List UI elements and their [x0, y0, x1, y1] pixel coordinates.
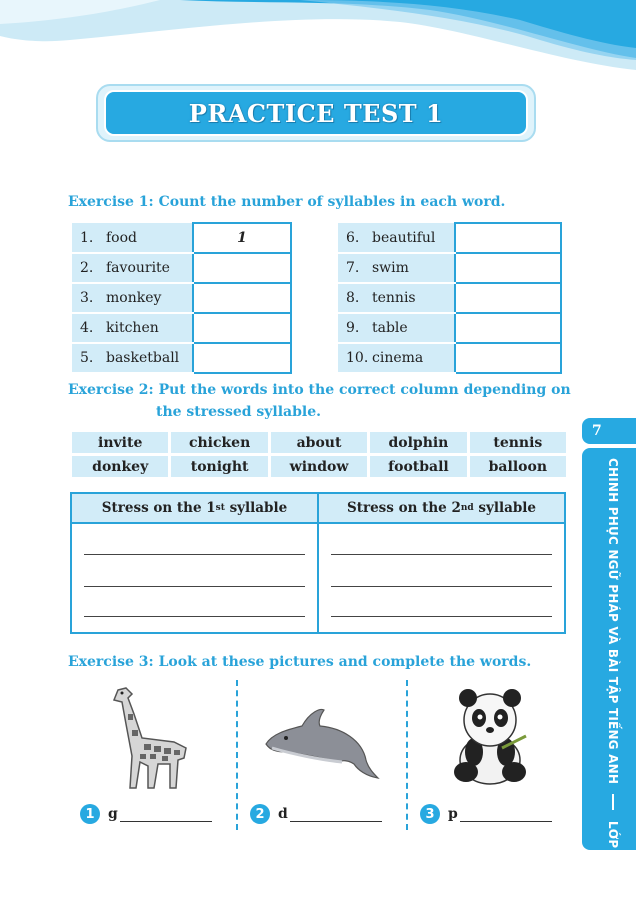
- header-text: syllable: [473, 500, 536, 516]
- item-word: basketball: [106, 350, 180, 366]
- column-header-second-syllable: [319, 494, 564, 522]
- header-text: Stress on the 1: [101, 500, 216, 516]
- table-row: [338, 343, 561, 373]
- exercise-2-heading: Exercise 2: Put the words into the correct column depending on: [68, 382, 571, 398]
- table-row: [72, 283, 291, 313]
- item-number: 8.: [346, 290, 360, 306]
- number-badge: 1: [80, 804, 100, 824]
- item-word: food: [106, 229, 138, 246]
- item-word: monkey: [106, 290, 162, 306]
- stress-table: [70, 492, 566, 634]
- second-syllable-column: [319, 524, 564, 634]
- exercise-1-table-right: [338, 222, 562, 374]
- writing-line[interactable]: [331, 554, 552, 555]
- item-number: 7.: [346, 260, 360, 276]
- answer-blank[interactable]: [460, 807, 552, 822]
- word-bank: [72, 432, 566, 480]
- ordinal-suffix: st: [215, 503, 225, 513]
- word-chip: dolphin: [370, 432, 466, 453]
- answer-box[interactable]: [455, 343, 561, 373]
- dashed-divider: [236, 680, 238, 830]
- panda-icon: [444, 686, 536, 788]
- writing-line[interactable]: [331, 616, 552, 617]
- exercise-1-heading: Exercise 1: Count the number of syllables in each word.: [68, 194, 506, 210]
- writing-line[interactable]: [331, 586, 552, 587]
- item-number: 10.: [346, 350, 369, 366]
- number-badge: 2: [250, 804, 270, 824]
- word-chip: donkey: [72, 456, 168, 477]
- header-wave-decoration: [0, 0, 636, 80]
- answer-blank[interactable]: [290, 807, 382, 822]
- answer-item-1: [80, 804, 212, 824]
- writing-line[interactable]: [84, 586, 305, 587]
- item-number: 1.: [80, 229, 94, 246]
- word-chip: invite: [72, 432, 168, 453]
- word-chip: football: [370, 456, 466, 477]
- dolphin-icon: [262, 704, 382, 784]
- exercise-2-heading-line2: the stressed syllable.: [156, 404, 322, 420]
- side-separator: [612, 794, 614, 810]
- column-header-first-syllable: [72, 494, 319, 522]
- word-chip: balloon: [470, 456, 566, 477]
- word-chip: chicken: [171, 432, 267, 453]
- answer-box[interactable]: [193, 283, 291, 313]
- writing-line[interactable]: [84, 616, 305, 617]
- exercise-3-heading: Exercise 3: Look at these pictures and complete the words.: [68, 654, 532, 670]
- stress-table-header: [72, 494, 564, 524]
- page-title: PRACTICE TEST 1: [188, 98, 444, 128]
- writing-line[interactable]: [84, 554, 305, 555]
- dashed-divider: [406, 680, 408, 830]
- item-number: 5.: [80, 350, 94, 366]
- page-number: 7: [592, 423, 602, 439]
- table-row: [72, 253, 291, 283]
- item-word: beautiful: [372, 229, 436, 246]
- table-row: [338, 253, 561, 283]
- answer-box[interactable]: [455, 253, 561, 283]
- item-word: tennis: [372, 290, 416, 306]
- table-row: [338, 313, 561, 343]
- word-start-letter: d: [278, 806, 288, 822]
- word-start-letter: g: [108, 806, 118, 822]
- answer-box[interactable]: 1: [193, 223, 291, 253]
- word-start-letter: p: [448, 806, 458, 822]
- page-number-tab: [582, 418, 636, 444]
- stress-table-body: [72, 524, 564, 634]
- title-banner: [104, 90, 528, 136]
- item-number: 2.: [80, 260, 94, 276]
- item-number: 4.: [80, 320, 94, 336]
- answer-item-2: [250, 804, 382, 824]
- word-bank-row: [72, 432, 566, 453]
- item-word: kitchen: [106, 320, 159, 336]
- item-number: 3.: [80, 290, 94, 306]
- table-row: [338, 283, 561, 313]
- first-syllable-column: [72, 524, 319, 634]
- item-word: favourite: [106, 260, 170, 276]
- item-number: 9.: [346, 320, 360, 336]
- ordinal-suffix: nd: [460, 503, 474, 513]
- word-chip: window: [271, 456, 367, 477]
- item-word: cinema: [372, 350, 424, 366]
- answer-box[interactable]: [455, 313, 561, 343]
- answer-box[interactable]: [193, 313, 291, 343]
- item-number: 6.: [346, 229, 360, 246]
- book-title: CHINH PHỤC NGỮ PHÁP VÀ BÀI TẬP TIẾNG ANH: [606, 458, 620, 785]
- word-chip: about: [271, 432, 367, 453]
- header-text: Stress on the 2: [347, 500, 461, 516]
- word-chip: tonight: [171, 456, 267, 477]
- giraffe-icon: [104, 684, 196, 794]
- side-book-title: [596, 458, 620, 916]
- book-grade: LỚP 5 - TẬP 1: [606, 820, 620, 916]
- table-row: [72, 343, 291, 373]
- table-row: [72, 223, 291, 253]
- word-chip: tennis: [470, 432, 566, 453]
- number-badge: 3: [420, 804, 440, 824]
- answer-box[interactable]: [193, 343, 291, 373]
- table-row: [338, 223, 561, 253]
- answer-box[interactable]: [455, 223, 561, 253]
- answer-box[interactable]: [193, 253, 291, 283]
- item-word: table: [372, 320, 408, 336]
- word-bank-row: [72, 456, 566, 477]
- table-row: [72, 313, 291, 343]
- header-text: syllable: [224, 500, 288, 516]
- exercise-1-table-left: [72, 222, 292, 374]
- answer-item-3: [420, 804, 552, 824]
- item-word: swim: [372, 260, 409, 276]
- answer-box[interactable]: [455, 283, 561, 313]
- answer-blank[interactable]: [120, 807, 212, 822]
